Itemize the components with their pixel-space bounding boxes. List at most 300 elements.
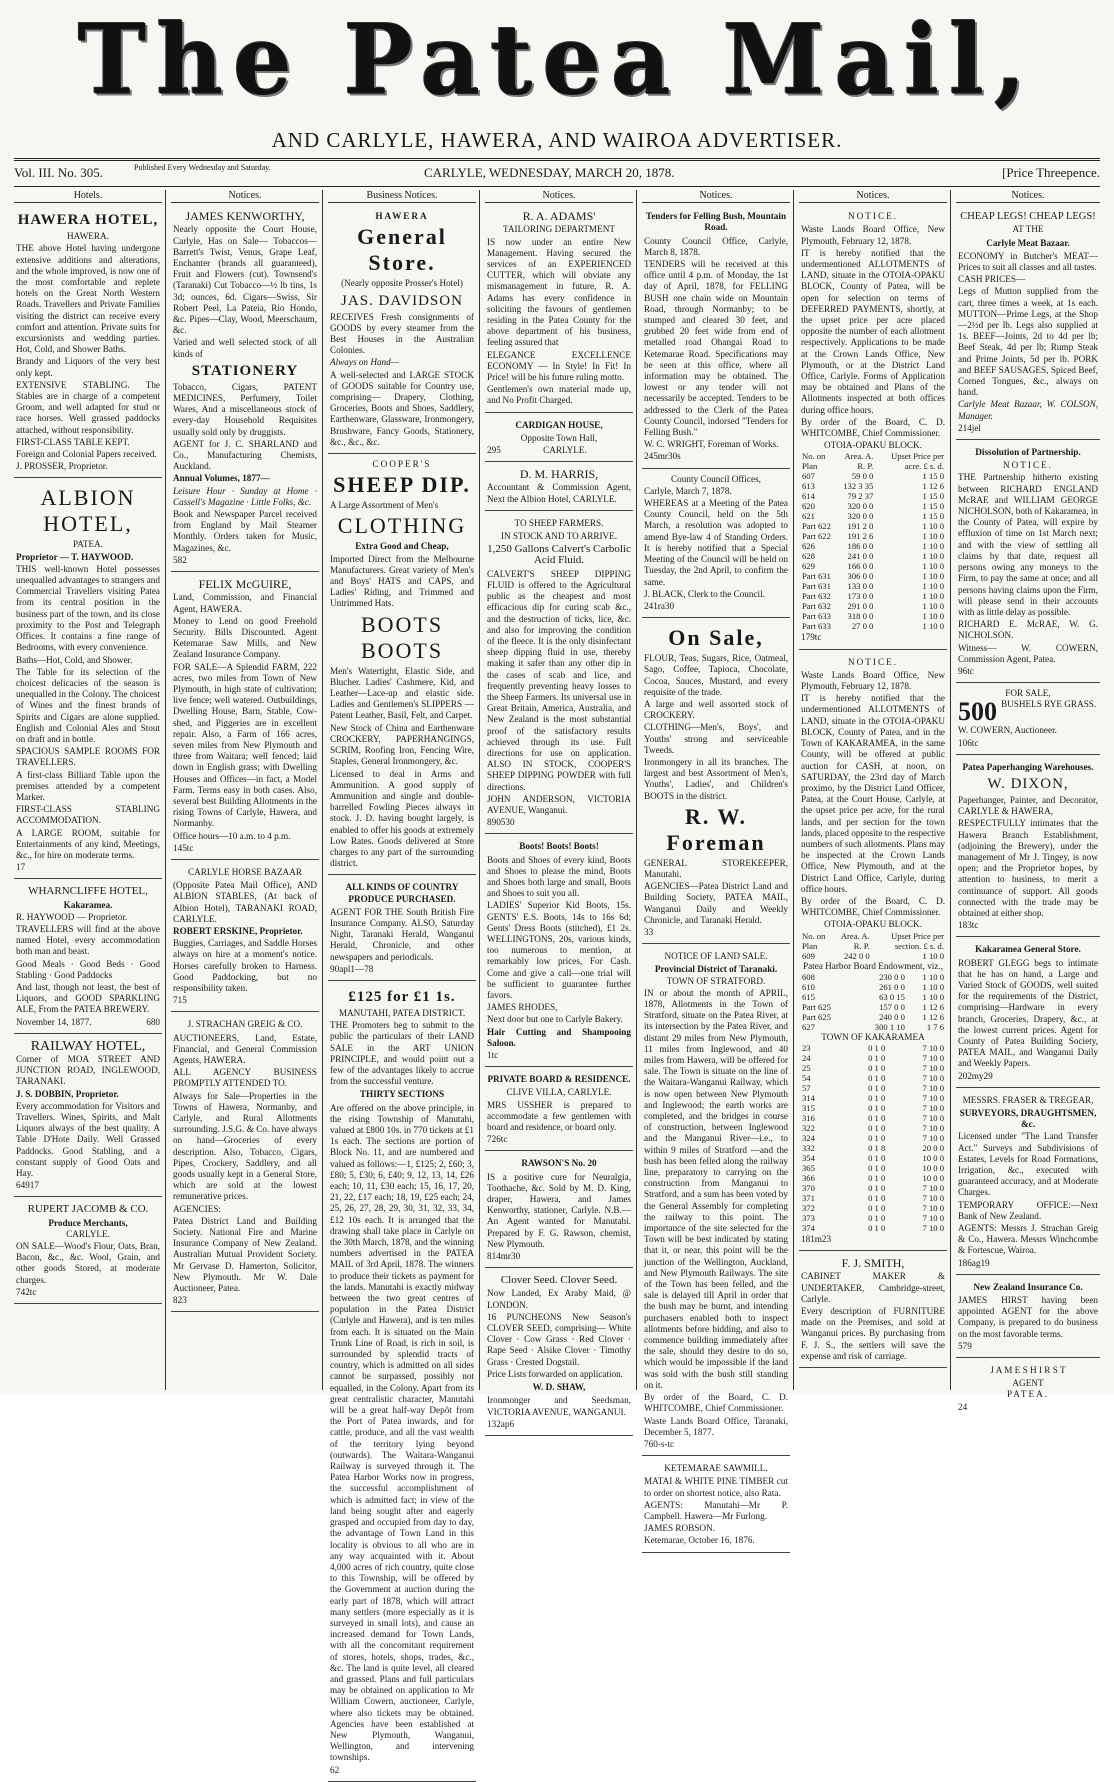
ad-body: Foreign and Colonial Papers received. bbox=[16, 449, 157, 460]
ad-subtitle: IN STOCK AND TO ARRIVE. bbox=[500, 531, 618, 542]
table-cell: 615 bbox=[802, 991, 815, 1002]
ad-body: Baths—Hot, Cold, and Shower. bbox=[16, 654, 133, 665]
table-cell: 1 15 0 bbox=[922, 471, 944, 482]
ad-private-board bbox=[485, 1069, 633, 1151]
ad-proprietor: J. S. DOBBIN, Proprietor. bbox=[16, 1088, 119, 1099]
table-row bbox=[801, 591, 945, 601]
table-row bbox=[801, 951, 945, 961]
table-cell: 1 12 6 bbox=[922, 1001, 944, 1012]
ad-clover-seed bbox=[485, 1270, 633, 1436]
ad-body: WHEREAS at a Meeting of the Patea County Council, held on the 5th March, a resolution was adopted to amend Bye-law 4 of Standing Orders. It is hereby notified that a Special Meeting of the Council will be held on Tuesday, the 2nd April, to confirm the same. bbox=[644, 498, 788, 587]
table-row bbox=[801, 1213, 945, 1223]
table-cell: 0 1 8 bbox=[868, 1142, 886, 1153]
ad-title: JAMES KENWORTHY, bbox=[185, 209, 305, 224]
ad-stratford-land-sale bbox=[642, 946, 790, 1456]
table-cell: 322 bbox=[802, 1122, 815, 1133]
table-cell: Part 632 bbox=[802, 601, 831, 612]
ad-title: RAILWAY HOTEL, bbox=[30, 1038, 146, 1054]
ad-body: ALL AGENCY BUSINESS PROMPTLY ATTENDED TO. bbox=[173, 1067, 317, 1089]
table-cell: 1 10 0 bbox=[922, 531, 944, 542]
ad-heading: SHEEP DIP. bbox=[333, 472, 471, 498]
table-cell: 0 1 0 bbox=[868, 1072, 886, 1083]
ad-body: Patea District Land and Building Society. National Fire and Marine Insurance Company of New Zealand. Australian Mutual Provident Society. Mr Gervase D. Hamerton, Solicitor, New Plymouth. Mr W. Dale Auctioneer, Patea. bbox=[173, 1215, 317, 1294]
column-notices-4 bbox=[799, 190, 947, 1390]
ad-adams-tailoring bbox=[485, 206, 633, 412]
ad-title: On Sale, bbox=[668, 625, 764, 651]
ad-body: A first-class Billiard Table upon the premises attended by a competent Marker. bbox=[16, 769, 160, 802]
table-cell: 1 10 0 bbox=[922, 611, 944, 622]
table-cell: 191 2 0 bbox=[847, 521, 874, 532]
table-cell: 1 10 0 bbox=[922, 571, 944, 582]
ad-body: Land, Commission, and Financial Agent, HAWERA. bbox=[173, 592, 317, 614]
ad-number: 1tc bbox=[487, 1050, 499, 1061]
table-cell: 372 bbox=[802, 1202, 815, 1213]
place-date: CARLYLE, WEDNESDAY, MARCH 20, 1878. bbox=[424, 165, 675, 180]
table-cell: Part 625 bbox=[802, 1001, 831, 1012]
ad-body: Ironmongery in all its branches. The largest and best Assortment of Men's, Youths', Ladies', and Children's BOOTS in the district. bbox=[644, 756, 788, 801]
ad-subtitle: TOWN OF KAKARAMEA bbox=[821, 1031, 925, 1042]
ad-number: 245mr30s bbox=[644, 451, 681, 462]
ad-body: IS now under an entire New Management. Having secured the services of an EXPERIENCED CUTTER, which will obviate any mismanagement in future, R. A. Adams has every confidence in soliciting the favours of gentlemen residing in the Patea County for the above department of his business, feeling assured that bbox=[487, 236, 631, 348]
table-cell: 241 0 0 bbox=[847, 551, 874, 562]
ad-body: Accountant & Commission Agent, Next the Albion Hotel, CARLYLE. bbox=[487, 482, 631, 504]
ad-body: FIRST-CLASS STABLING ACCOMMODATION. bbox=[16, 804, 160, 826]
table-cell: 332 bbox=[802, 1142, 815, 1153]
ad-body: ECONOMY in Butcher's MEAT—Prices to suit all classes and all tastes. bbox=[958, 250, 1098, 273]
ad-body: SPACIOUS SAMPLE ROOMS FOR TRAVELLERS. bbox=[16, 746, 160, 768]
ad-number: 715 bbox=[173, 995, 187, 1006]
table-row bbox=[801, 541, 945, 551]
table-row bbox=[801, 581, 945, 591]
table-cell: 628 bbox=[802, 551, 815, 562]
ad-body: Corner of MOA STREET AND JUNCTION ROAD, INGLEWOOD, TARANAKI. bbox=[16, 1054, 160, 1087]
table-cell: 306 0 0 bbox=[847, 571, 874, 582]
ad-notice-kakaramea-sale bbox=[799, 652, 947, 1251]
ad-body: IT is hereby notified that the undermentioned ALLOTMENTS of LAND, situate in the OTOIA-OPAKU BLOCK, County of Patea, and in the Town of KAKARAMEA, in the same County, will be offered at public auction for CASH, at noon, on SATURDAY, the 23rd day of March proximo, by the District Land Officer, Patea, at the Court House, Carlyle, at the upset price per acre, for the rural lands, and per section for the town lands, placed opposite to the respective numbers of such allotments. Plans may be inspected at the Crown Lands Office, New Plymouth, and at the District Land Office, Carlyle, during office hours. bbox=[801, 693, 945, 894]
ad-title: Boots! Boots! Boots! bbox=[519, 841, 599, 852]
table-cell: 54 bbox=[802, 1072, 811, 1083]
column-notices-5 bbox=[956, 190, 1100, 1412]
ad-body: Leisure Hour · Sunday at Home · Cassell's Magazine · Little Folks, &c. bbox=[173, 485, 317, 507]
ad-albion-hotel bbox=[14, 480, 162, 879]
ad-body: Boots and Shoes of every kind, Boots and Shoes to please the mind, Boots and Shoes both large and small, Boots and Shoes to suit you all. bbox=[487, 854, 631, 899]
ad-body: (Opposite Patea Mail Office), AND ALBION STABLES, (At back of Albion Hotel), TARANAKI ROAD, CARLYLE. bbox=[173, 880, 317, 924]
ad-number: 814mr30 bbox=[487, 1251, 521, 1262]
ad-title: ALL KINDS OF COUNTRY PRODUCE PURCHASED. bbox=[345, 882, 459, 904]
ad-title: RAWSON'S No. 20 bbox=[521, 1158, 597, 1169]
table-cell: 7 10 0 bbox=[922, 1042, 944, 1053]
table-cell: 7 10 0 bbox=[922, 1222, 944, 1233]
column-hotels bbox=[14, 190, 162, 1390]
table-cell: 7 10 0 bbox=[922, 1062, 944, 1073]
table-cell: 186 0 0 bbox=[847, 541, 874, 552]
table-cell: 1 15 0 bbox=[922, 491, 944, 502]
table-cell: 320 0 0 bbox=[847, 501, 874, 512]
table-cell: 261 0 0 bbox=[879, 981, 905, 992]
table-cell: 1 10 0 bbox=[922, 561, 944, 572]
ad-body: Every accommodation for Visitors and Travellers. Wines, Spirits, and Malt Liquors always of the best quality. A Table D'Hote Daily. Well Grassed Paddocks. Good Stabling, and a constant supply of Good Oats and Hay. bbox=[16, 1100, 160, 1179]
ad-proprietor: R. HAYWOOD — Proprietor. bbox=[16, 911, 128, 922]
table-cell: 315 bbox=[802, 1102, 815, 1113]
table-cell: 374 bbox=[802, 1222, 815, 1233]
column-head: Notices. bbox=[485, 190, 633, 203]
ad-body: THE Promoters beg to submit to the public the particulars of their LAND SALE in the ART UNION PRINCIPLE, and would point out a few of the advantages likely to accrue from the successful venture. bbox=[330, 1020, 474, 1087]
ad-subtitle: OTOIA-OPAKU BLOCK. bbox=[823, 919, 922, 930]
table-cell: Part 625 bbox=[802, 1011, 831, 1022]
ad-foreman-on-sale bbox=[642, 620, 790, 944]
ad-title: NOTICE. bbox=[848, 211, 898, 222]
table-cell: 7 10 0 bbox=[922, 1112, 944, 1123]
table-row bbox=[801, 1043, 945, 1053]
table-cell: 0 1 0 bbox=[868, 1122, 886, 1133]
table-cell: 1 10 0 bbox=[922, 521, 944, 532]
table-cell: 57 bbox=[802, 1082, 811, 1093]
ad-body: Book and Newspaper Parcel received from England by Mail Steamer Monthly. Orders taken for Music, Magazines, &c. bbox=[173, 509, 317, 553]
ad-body: A well-selected and LARGE STOCK of GOODS suitable for Country use, comprising— Drapery, Clothing, Groceries, Boots and Shoes, Saddlery, Earthenware, Glassware, Ironmongery, Brushware, Fancy Goods, Stationery, &c., &c., &c. bbox=[330, 369, 474, 447]
ad-body: Always for Sale—Properties in the Towns of Hawera, Normanby, and Carlyle, and Rural Allotments surrounding. J.S.G. & Co. have always on hand—Groceries of every description. Also, Tobacco, Cigars, Pipes, Crockery, Saddlery, and all goods usually kept in a General Store, which are sold at the lowest remunerative prices. bbox=[173, 1090, 317, 1202]
table-cell: 63 0 15 bbox=[879, 991, 905, 1002]
table-row bbox=[801, 531, 945, 541]
table-cell: 318 0 0 bbox=[847, 611, 874, 622]
ad-number: 96tc bbox=[958, 665, 974, 676]
ad-body: AGENCIES: bbox=[173, 1203, 221, 1214]
table-cell: 10 0 0 bbox=[922, 1152, 944, 1163]
table-cell: 0 1 0 bbox=[868, 1212, 886, 1223]
table-row bbox=[801, 471, 945, 481]
ad-body: Every description of FURNITURE made on the Premises, and sold at Wanganui prices. By purchasing from F. J. S., the settlers will save the expense and risk of carriage. bbox=[801, 1305, 945, 1361]
ad-body: CASH PRICES— bbox=[958, 274, 1026, 285]
table-cell: 10 0 0 bbox=[922, 1162, 944, 1173]
ad-date: November 14, 1877. bbox=[16, 1016, 92, 1027]
ad-signature: By order of the Board, C. D. WHITCOMBE, Chief Commissioner. bbox=[801, 895, 945, 918]
ad-title: D. M. HARRIS, bbox=[519, 467, 599, 482]
ad-body: Imported Direct from the Melbourne Manufacturers. Great variety of Men's and Boys' HATS and CAPS, and Ladies' Riding, and Trimmed and Untrimmed Hats. bbox=[330, 553, 474, 609]
table-cell: 7 10 0 bbox=[922, 1122, 944, 1133]
table-cell: 365 bbox=[802, 1162, 815, 1173]
ad-body: A LARGE ROOM, suitable for Entertainments of any kind, Meetings, &c., for hire on moderate terms. bbox=[16, 827, 160, 860]
table-cell: 166 0 0 bbox=[847, 561, 874, 572]
table-cell: 609 bbox=[802, 950, 815, 961]
table-row bbox=[801, 551, 945, 561]
table-cell: 7 10 0 bbox=[922, 1052, 944, 1063]
ad-place: PATEA. bbox=[1006, 1389, 1050, 1400]
ad-body: Paperhanger, Painter, and Decorator, CARLYLE & HAWERA, bbox=[958, 794, 1098, 817]
table-cell: 1 10 0 bbox=[922, 991, 944, 1002]
ad-body: IT is hereby notified that the undermentioned ALLOTMENTS of LAND, situate in the OTOIA-OPAKU BLOCK, County of Patea, will be open for selection on terms of DEFERRED PAYMENTS, shortly, at the upset price per acre placed opposite the number of each allotment respectively. Applications to be made at the Crown Lands Office, New Plymouth, or at the District Land Office, Carlyle. Forms of Application may be obtained and Plans of the Allotments inspected at both offices during office hours. bbox=[801, 247, 945, 415]
ad-signature: W. C. WRIGHT, Foreman of Works. bbox=[644, 439, 779, 450]
ad-body: Hair Cutting and Shampooing Saloon. bbox=[487, 1026, 631, 1048]
ad-number: 726tc bbox=[487, 1134, 508, 1145]
ad-title: J. STRACHAN GREIG & CO. bbox=[187, 1019, 303, 1030]
table-row bbox=[801, 992, 945, 1002]
ad-subtitle: Patea Harbor Board Endowment, viz., bbox=[802, 960, 944, 971]
ad-title: KETEMARAE SAWMILL. bbox=[664, 1463, 768, 1474]
table-row bbox=[801, 1012, 945, 1022]
ad-subtitle: NOTICE. bbox=[1003, 460, 1053, 471]
table-cell: 0 1 0 bbox=[868, 1222, 886, 1233]
ad-subtitle: SURVEYORS, DRAUGHTSMEN, &c. bbox=[959, 1108, 1097, 1130]
table-cell: 1 10 0 bbox=[922, 591, 944, 602]
ad-number: 132ap6 bbox=[487, 1418, 515, 1429]
ad-number: 890530 bbox=[487, 817, 515, 828]
ad-body: Brandy and Liquors of the very best only kept. bbox=[16, 356, 160, 378]
table-cell: 7 10 0 bbox=[922, 1082, 944, 1093]
ad-subtitle: (Nearly opposite Prosser's Hotel) bbox=[341, 278, 463, 289]
table-row bbox=[801, 1093, 945, 1103]
ad-subtitle: Extra Good and Cheap, bbox=[355, 541, 449, 552]
ad-coopers-sheep-dip bbox=[328, 456, 476, 875]
table-header: No. on Plan bbox=[802, 930, 826, 951]
ad-body: Licensed to deal in Arms and Ammunition. A good supply of Ammunition and single and double-barrelled Fowling Pieces always in stock. J. D. having bought largely, is enabled to offer his goods at extremely Low Rates. Goods delivered at Store charges to any part of the surrounding district. bbox=[330, 768, 474, 869]
ad-body: Carlyle, March 7, 1878. bbox=[644, 485, 732, 496]
table-row bbox=[801, 1063, 945, 1073]
table-row bbox=[801, 481, 945, 491]
table-cell: 242 0 0 bbox=[843, 950, 870, 961]
ad-body: Waste Lands Board Office, Taranaki, December 5, 1877. bbox=[644, 1415, 788, 1437]
ad-number: 742tc bbox=[16, 1286, 37, 1297]
top-rule-2 bbox=[14, 160, 1100, 161]
ad-body: New Stock of China and Earthenware CROCKERY, PAPERHANGINGS, SCRIM, Roofing Iron, Fencing Wire, Staples, General Ironmongery, &c. bbox=[330, 722, 474, 767]
table-row bbox=[801, 1133, 945, 1143]
ad-hawera-general-store bbox=[328, 206, 476, 454]
table-cell: 370 bbox=[802, 1182, 815, 1193]
ad-title: NOTICE OF LAND SALE. bbox=[664, 951, 768, 962]
ad-number: 680 bbox=[146, 1016, 160, 1027]
table-row bbox=[801, 601, 945, 611]
ad-heading: STATIONERY bbox=[191, 362, 299, 379]
ad-title: F. J. SMITH, bbox=[841, 1256, 905, 1271]
ad-title: CARLYLE HORSE BAZAAR bbox=[188, 866, 302, 877]
ad-body: ELEGANCE EXCELLENCE ECONOMY — In Style! In Fit! In Price! will be his future ruling motto. bbox=[487, 349, 631, 383]
column-business-notices bbox=[328, 190, 476, 1775]
table-row bbox=[801, 1143, 945, 1153]
table-header: No. on Plan bbox=[802, 451, 826, 472]
table-cell: 24 bbox=[802, 1052, 811, 1063]
ad-title: R. A. ADAMS' bbox=[522, 209, 596, 224]
ad-title: CARDIGAN HOUSE, bbox=[515, 419, 603, 430]
ad-name: R. W. Foreman bbox=[666, 803, 766, 855]
ad-title: RUPERT JACOMB & CO. bbox=[27, 1203, 149, 1216]
ad-title: County Council Offices, bbox=[671, 473, 761, 484]
table-row bbox=[801, 1203, 945, 1213]
ad-title: Tenders for Felling Bush, Mountain Road. bbox=[645, 211, 787, 233]
ad-body: EXTENSIVE STABLING. The Stables are in charge of a competent Groom, and well adapted for stud or race horses. Well grassed paddocks attached, without responsibility. bbox=[16, 379, 160, 435]
ad-body: MRS USSHER is prepared to accommodate a few gentlemen with board and residence, or board only. bbox=[487, 1099, 631, 1133]
ad-body: RESPECTFULLY intimates that the Hawera Branch Establishment, (adjoining the Brewery), under the management of Mr J. Tingey, is now open; and the Proprietor hopes, by attention to business, to merit a continuance of support. All goods connected with the trade may be obtained at either shop. bbox=[958, 818, 1098, 918]
ad-body: AGENT for J. C. SHARLAND and Co., Manufacturing Chemists, Auckland. bbox=[173, 438, 317, 472]
ad-signature: JAMES ROBSON. bbox=[644, 1523, 715, 1534]
ad-body: FOR SALE—A Splendid FARM, 222 acres, two miles from Town of New Plymouth, in high state of cultivation; live fence; well watered. Outbuildings, Dwelling House, Barn, Stable, Cow-shed, and Piggeries are in excellent repair. Also, a Farm of 166 acres, seven miles from New Plymouth and three from Waitara; well fenced; laid down in English grass; with Dwelling Houses and Offices—in fact, a Model Farm. Terms easy in both cases. Also, several best Building Allotments in the rising Towns of Carlyle, Hawera, and Normanby. bbox=[173, 661, 317, 829]
ad-subtitle: Provincial District of Taranaki. bbox=[654, 964, 778, 975]
table-cell: 157 0 0 bbox=[879, 1001, 905, 1012]
table-row bbox=[801, 1223, 945, 1233]
ad-body: THIS well-known Hotel possesses unequalled advantages to strangers and Commercial Travellers visiting Patea from its central position in the business part of the town, and its close proximity to the Post and Telegraph Offices. It contains a fine range of Bedrooms, with every convenience. bbox=[16, 563, 160, 653]
ad-subtitle: CLIVE VILLA, CARLYLE. bbox=[506, 1087, 612, 1098]
ad-body: Buggies, Carriages, and Saddle Horses always on hire at a moment's notice. Horses carefully broken to Harness. Good Paddocking, but no responsibility taken. bbox=[173, 938, 317, 993]
ad-rye-grass bbox=[956, 685, 1100, 755]
ad-hawera-hotel bbox=[14, 206, 162, 478]
table-cell: Part 631 bbox=[802, 571, 831, 582]
table-cell: 0 1 0 bbox=[868, 1152, 886, 1163]
ad-meat-bazaar bbox=[956, 206, 1100, 440]
table-cell: 7 10 0 bbox=[922, 1132, 944, 1143]
ad-country-produce bbox=[328, 877, 476, 981]
ad-body: MATAI & WHITE PINE TIMBER cut to order on shortest notice, also Rata. bbox=[644, 1476, 788, 1498]
ad-body: The Table for its selection of the choicest delicacies of the season is unequalled in the Colony. The choicest of Wines and the finest brands of Spirits and Cigars are alone supplied. English and Colonial Ales and Stout on draft and in bottle. bbox=[16, 666, 160, 744]
ad-number: 183tc bbox=[958, 920, 979, 931]
ad-signature: J. PROSSER, Proprietor. bbox=[16, 461, 108, 472]
table-cell: 173 0 0 bbox=[847, 591, 874, 602]
table-row bbox=[801, 561, 945, 571]
ad-body: A large and well assorted stock of CROCKERY. bbox=[644, 698, 788, 721]
ad-body: AUCTIONEERS, Land, Estate, Financial, and General Commission Agents, HAWERA. bbox=[173, 1032, 317, 1066]
allotment-table bbox=[801, 972, 945, 1032]
ad-name: W. DIXON, bbox=[987, 775, 1069, 792]
ad-body: Always on Hand— bbox=[330, 357, 399, 368]
ad-body: IN or about the month of APRIL, 1878, Allotments in the Town of Stratford, situate on the Patea River, at its intersection by the Patea River, and distant 29 miles from New Plymouth, 11 miles from Inglewood, and 40 miles from Hawera, will be offered for sale. The Town is situate on the line of the Waitara-Wanganui Railway, which is now open between New Plymouth and Inglewood; the earth works are completed, and the bridges in course of construction, between Inglewood and the Manganui River—i.e., to within 9 miles of Stratford —and the bush has been felled along the railway line, preparatory to carrying on the construction from Manganui to Stratford, and a sum has been voted by the General Assembly for completing the railway to this point. The importance of the site selected for the Town will be best indicated by stating that it, or near, this point will be the junction of the Wellington, Auckland, and New Plymouth Railways. The site of the Town has been felled, and the sale is delayed till April in order that the bush may be burnt, and intending purchasers enabled both to inspect allotments before bidding, and also to commence building immediately after the sale, should they desire to do so, which would be impossible if the land was sold with the bush still standing on it. bbox=[644, 987, 788, 1390]
column-notices-3 bbox=[642, 190, 790, 1546]
ad-body: Good Meals · Good Beds · Good Stabling · Good Paddocks bbox=[16, 958, 160, 980]
ad-body: AGENTS: Manutahi—Mr P. Campbell. Hawera—Mr Furlong. bbox=[644, 1499, 788, 1521]
ad-signature: W. D. SHAW, bbox=[532, 1382, 586, 1393]
ad-horse-bazaar bbox=[171, 862, 319, 1012]
table-row bbox=[801, 1073, 945, 1083]
table-cell: 25 bbox=[802, 1062, 811, 1073]
volume-number: Vol. III. No. 305. bbox=[14, 165, 103, 180]
ad-body: FLOUR, Teas, Sugars, Rice, Oatmeal, Sago, Coffee, Tapioca, Chocolate, Cocoa, Sauces, Mustard, and every requisite of the trade. bbox=[644, 653, 788, 697]
ad-title: Patea Paperhanging Warehouses. bbox=[962, 761, 1094, 772]
ad-title: CHEAP LEGS! CHEAP LEGS! bbox=[960, 211, 1096, 223]
ad-signature: JOHN ANDERSON, VICTORIA AVENUE, Wanganui. bbox=[487, 793, 631, 815]
ad-body: Annual Volumes, 1877— bbox=[173, 473, 270, 484]
table-cell: 300 1 10 bbox=[874, 1021, 905, 1032]
ad-subtitle: PATEA. bbox=[72, 539, 104, 550]
ad-number: 241ra30 bbox=[644, 600, 675, 611]
ad-heading: THIRTY SECTIONS bbox=[359, 1089, 445, 1100]
ad-proprietor: Proprietor — T. HAYWOOD. bbox=[16, 551, 134, 562]
ad-rawsons bbox=[485, 1153, 633, 1268]
table-row bbox=[801, 1183, 945, 1193]
table-cell: 1 10 0 bbox=[922, 581, 944, 592]
ad-signature: Carlyle Meat Bazaar, W. COLSON, Manager. bbox=[958, 399, 1098, 421]
table-cell: 10 0 0 bbox=[922, 1172, 944, 1183]
ad-body: THE above Hotel having undergone extensive additions and alterations, and the whole improved, is now one of the most comfortable and replete hotels on the Great North Western Roads. Travellers and Private Families visiting the district can receive every comfort and attention. Private suits for excursionists and wedding parties. Hot, Cold, and Shower Baths. bbox=[16, 243, 160, 355]
dateline-rule bbox=[14, 186, 1100, 187]
table-cell: 0 1 0 bbox=[868, 1062, 886, 1073]
table-cell: 7 10 0 bbox=[922, 1102, 944, 1113]
table-row bbox=[801, 621, 945, 631]
ad-body: TRAVELLERS will find at the above named Hotel, every accommodation both man and beast. bbox=[16, 923, 160, 957]
ad-title: TO SHEEP FARMERS. bbox=[514, 517, 604, 528]
ad-title: Kakaramea General Store. bbox=[975, 944, 1081, 955]
ad-number: 186ag19 bbox=[958, 1257, 990, 1268]
ad-title: MESSRS. FRASER & TREGEAR, bbox=[962, 1094, 1094, 1105]
table-cell: 1 10 0 bbox=[922, 551, 944, 562]
ad-kenworthy bbox=[171, 206, 319, 572]
table-cell: 0 1 0 bbox=[868, 1092, 886, 1103]
table-cell: 0 1 0 bbox=[868, 1112, 886, 1123]
table-cell: 7 10 0 bbox=[922, 1192, 944, 1203]
table-cell: 7 10 0 bbox=[922, 1202, 944, 1213]
ad-body: AGENCIES—Patea District Land and Building Society, PATEA MAIL, Wanganui Daily and Weekly Chronicle, and Taranaki Herald. bbox=[644, 881, 788, 925]
ad-body: LADIES' Superior Kid Boots, 15s. GENTS' E.S. Boots, 14s to 16s 6d; Gents' Dress Boots (stitched), £1 2s. WELLINGTONS, 20s, various kinds, too numerous to mention, at remarkably low prices, For Cash. Come and give a call—one trial will be sufficient to guarantee further favors. bbox=[487, 900, 631, 1000]
table-cell: 59 0 0 bbox=[851, 471, 874, 482]
table-row bbox=[801, 521, 945, 531]
table-cell: 0 1 0 bbox=[868, 1042, 886, 1053]
table-row bbox=[801, 1113, 945, 1123]
table-cell: 366 bbox=[802, 1172, 815, 1183]
ad-harris bbox=[485, 464, 633, 511]
newspaper-title: The Patea Mail, bbox=[77, 3, 1037, 117]
ad-subtitle: TAILORING DEPARTMENT bbox=[503, 224, 615, 235]
table-cell: 0 1 0 bbox=[868, 1182, 886, 1193]
table-cell: 1 10 0 bbox=[922, 950, 944, 961]
ad-place: CARLYLE. bbox=[543, 445, 587, 456]
ad-heading: 1,250 Gallons Calvert's Carbolic Acid Fluid. bbox=[487, 543, 631, 567]
ad-title: £125 for £1 1s. bbox=[348, 988, 456, 1005]
table-cell: Part 631 bbox=[802, 581, 831, 592]
table-cell: 0 1 0 bbox=[868, 1132, 886, 1143]
columns bbox=[14, 190, 1100, 1775]
ad-title: J A M E S H I R S T bbox=[990, 1365, 1066, 1376]
ad-nz-insurance bbox=[956, 1277, 1100, 1358]
column-head: Notices. bbox=[956, 190, 1100, 203]
table-cell: 620 bbox=[802, 501, 815, 512]
price: [Price Threepence. bbox=[1002, 165, 1100, 180]
masthead bbox=[0, 0, 1114, 128]
ad-signature: J. BLACK, Clerk to the Council. bbox=[644, 588, 765, 599]
ad-title: PRIVATE BOARD & RESIDENCE. bbox=[487, 1074, 631, 1085]
allotment-table bbox=[801, 451, 945, 631]
table-row bbox=[801, 511, 945, 521]
table-cell: 371 bbox=[802, 1192, 815, 1203]
ad-date: Ketemarae, October 16, 1876. bbox=[644, 1535, 755, 1546]
ad-notice-deferred-payments bbox=[799, 206, 947, 649]
ad-number: 823 bbox=[173, 1295, 187, 1306]
ad-body: Gentlemen's own material made up, and No Profit Charged. bbox=[487, 384, 631, 406]
ad-body: Legs of Mutton supplied from the cart, three times a week, at 1s each. MUTTON—Prime Legs, at the Shop—2½d per lb. Legs also supplied at 1s. BEEF—Joints, 2d to 4d per lb; Beef Steak, 4d per lb; Rump Steak and Prime Joints, 5d per lb. PORK and BEEF SAUSAGES, Spiced Beef, Corned Tongues, &c., always on hand. bbox=[958, 286, 1098, 398]
ad-title: Dissolution of Partnership. bbox=[975, 447, 1081, 458]
table-cell: 1 10 0 bbox=[922, 981, 944, 992]
table-cell: 230 0 0 bbox=[879, 971, 905, 982]
table-cell: 621 bbox=[802, 511, 815, 522]
table-row bbox=[801, 1002, 945, 1012]
ad-proprietor: ROBERT ERSKINE, Proprietor. bbox=[173, 925, 303, 936]
table-cell: 0 1 0 bbox=[868, 1172, 886, 1183]
table-cell: 27 0 0 bbox=[851, 621, 874, 632]
ad-body: A Large Assortment of Men's bbox=[330, 500, 439, 511]
ad-manutahi-art-union bbox=[328, 983, 476, 1782]
table-row bbox=[801, 1103, 945, 1113]
ad-number: 579 bbox=[958, 1340, 972, 1351]
table-header: Upset Price per section. £ s. d. bbox=[891, 930, 944, 951]
ad-sheep-farmers bbox=[485, 513, 633, 834]
ad-body: CLOTHING—Men's, Boys', and Youths' strong and serviceable Tweeds. bbox=[644, 722, 788, 755]
table-cell: Part 633 bbox=[802, 621, 831, 632]
ad-dissolution-partnership bbox=[956, 442, 1100, 683]
ad-body: ON SALE—Wood's Flour, Oats, Bran, Bacon, &c., &c. Wool, Grain, and other goods Stored, at moderate charges. bbox=[16, 1241, 160, 1285]
ad-big-number: 500 bbox=[958, 697, 997, 727]
ad-subtitle: AT THE bbox=[1012, 224, 1044, 235]
ad-signature: By order of the Board, C. D. WHITCOMBE, Chief Commissioner. bbox=[801, 416, 945, 439]
table-cell: 1 12 6 bbox=[922, 481, 944, 492]
column-head: Notices. bbox=[642, 190, 790, 203]
table-cell: 613 bbox=[802, 481, 815, 492]
ad-body: RECEIVES Fresh consignments of GOODS by every steamer from the Best Houses in the Australian Colonies. bbox=[330, 311, 474, 356]
ad-number: 106tc bbox=[958, 737, 979, 748]
ad-body: Waste Lands Board Office, New Plymouth, February 12, 1878. bbox=[801, 224, 945, 246]
ad-james-hirst bbox=[956, 1360, 1100, 1418]
